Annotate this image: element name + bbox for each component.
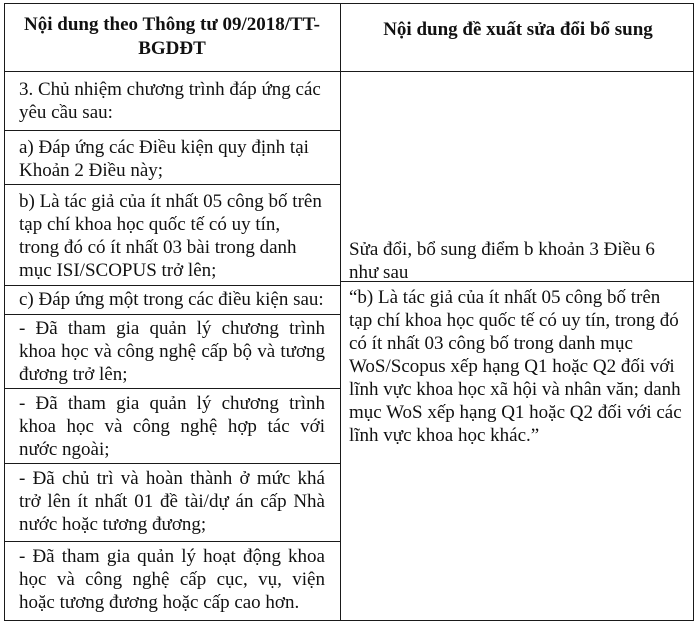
amendment-intro: Sửa đổi, bổ sung điểm b khoản 3 Điều 6 như sau [349, 239, 655, 283]
condition-item-1: - Đã tham gia quản lý chương trình khoa học và công nghệ cấp bộ và tương đương trở lên; [19, 318, 325, 385]
right-column-header: Nội dung đề xuất sửa đổi bổ sung [383, 19, 653, 40]
clause-3a: a) Đáp ứng các Điều kiện quy định tại Khoản 2 Điều này; [19, 137, 309, 181]
condition-item-3: - Đã chủ trì và hoàn thành ở mức khá trở lên ít nhất 01 đề tài/dự án cấp Nhà nước hoặc tương đương; [19, 468, 325, 535]
left-column-header: Nội dung theo Thông tư 09/2018/TT-BGDĐT [24, 14, 320, 59]
row-divider [5, 130, 341, 131]
row-divider [5, 463, 341, 464]
header-divider [5, 71, 693, 72]
amendment-text: “b) Là tác giả của ít nhất 05 công bố trên tạp chí khoa học quốc tế có uy tín, trong đó có ít nhất 03 công bố trong danh mục WoS/Scopus xếp hạng Q1 hoặc Q2 đối với lĩnh vực khoa học xã hội và nhân văn; danh mục WoS xếp hạng Q1 hoặc Q2 đối với các lĩnh vực khoa học khác.” [349, 287, 682, 446]
row-divider [5, 314, 341, 315]
row-divider [5, 541, 341, 542]
comparison-table [4, 3, 694, 621]
clause-3-intro: 3. Chủ nhiệm chương trình đáp ứng các yêu cầu sau: [19, 79, 321, 123]
condition-item-4: - Đã tham gia quản lý hoạt động khoa học và công nghệ cấp cục, vụ, viện hoặc tương đương hoặc cấp cao hơn. [19, 546, 325, 613]
row-divider [5, 184, 341, 185]
row-divider [5, 285, 341, 286]
row-divider [5, 388, 341, 389]
clause-3c: c) Đáp ứng một trong các điều kiện sau: [19, 289, 324, 310]
condition-item-2: - Đã tham gia quản lý chương trình khoa học và công nghệ hợp tác với nước ngoài; [19, 393, 325, 460]
clause-3b: b) Là tác giả của ít nhất 05 công bố trên tạp chí khoa học quốc tế có uy tín, trong đó có ít nhất 03 bài trong danh mục ISI/SCOPUS trở lên; [19, 191, 322, 281]
column-divider [340, 4, 341, 620]
